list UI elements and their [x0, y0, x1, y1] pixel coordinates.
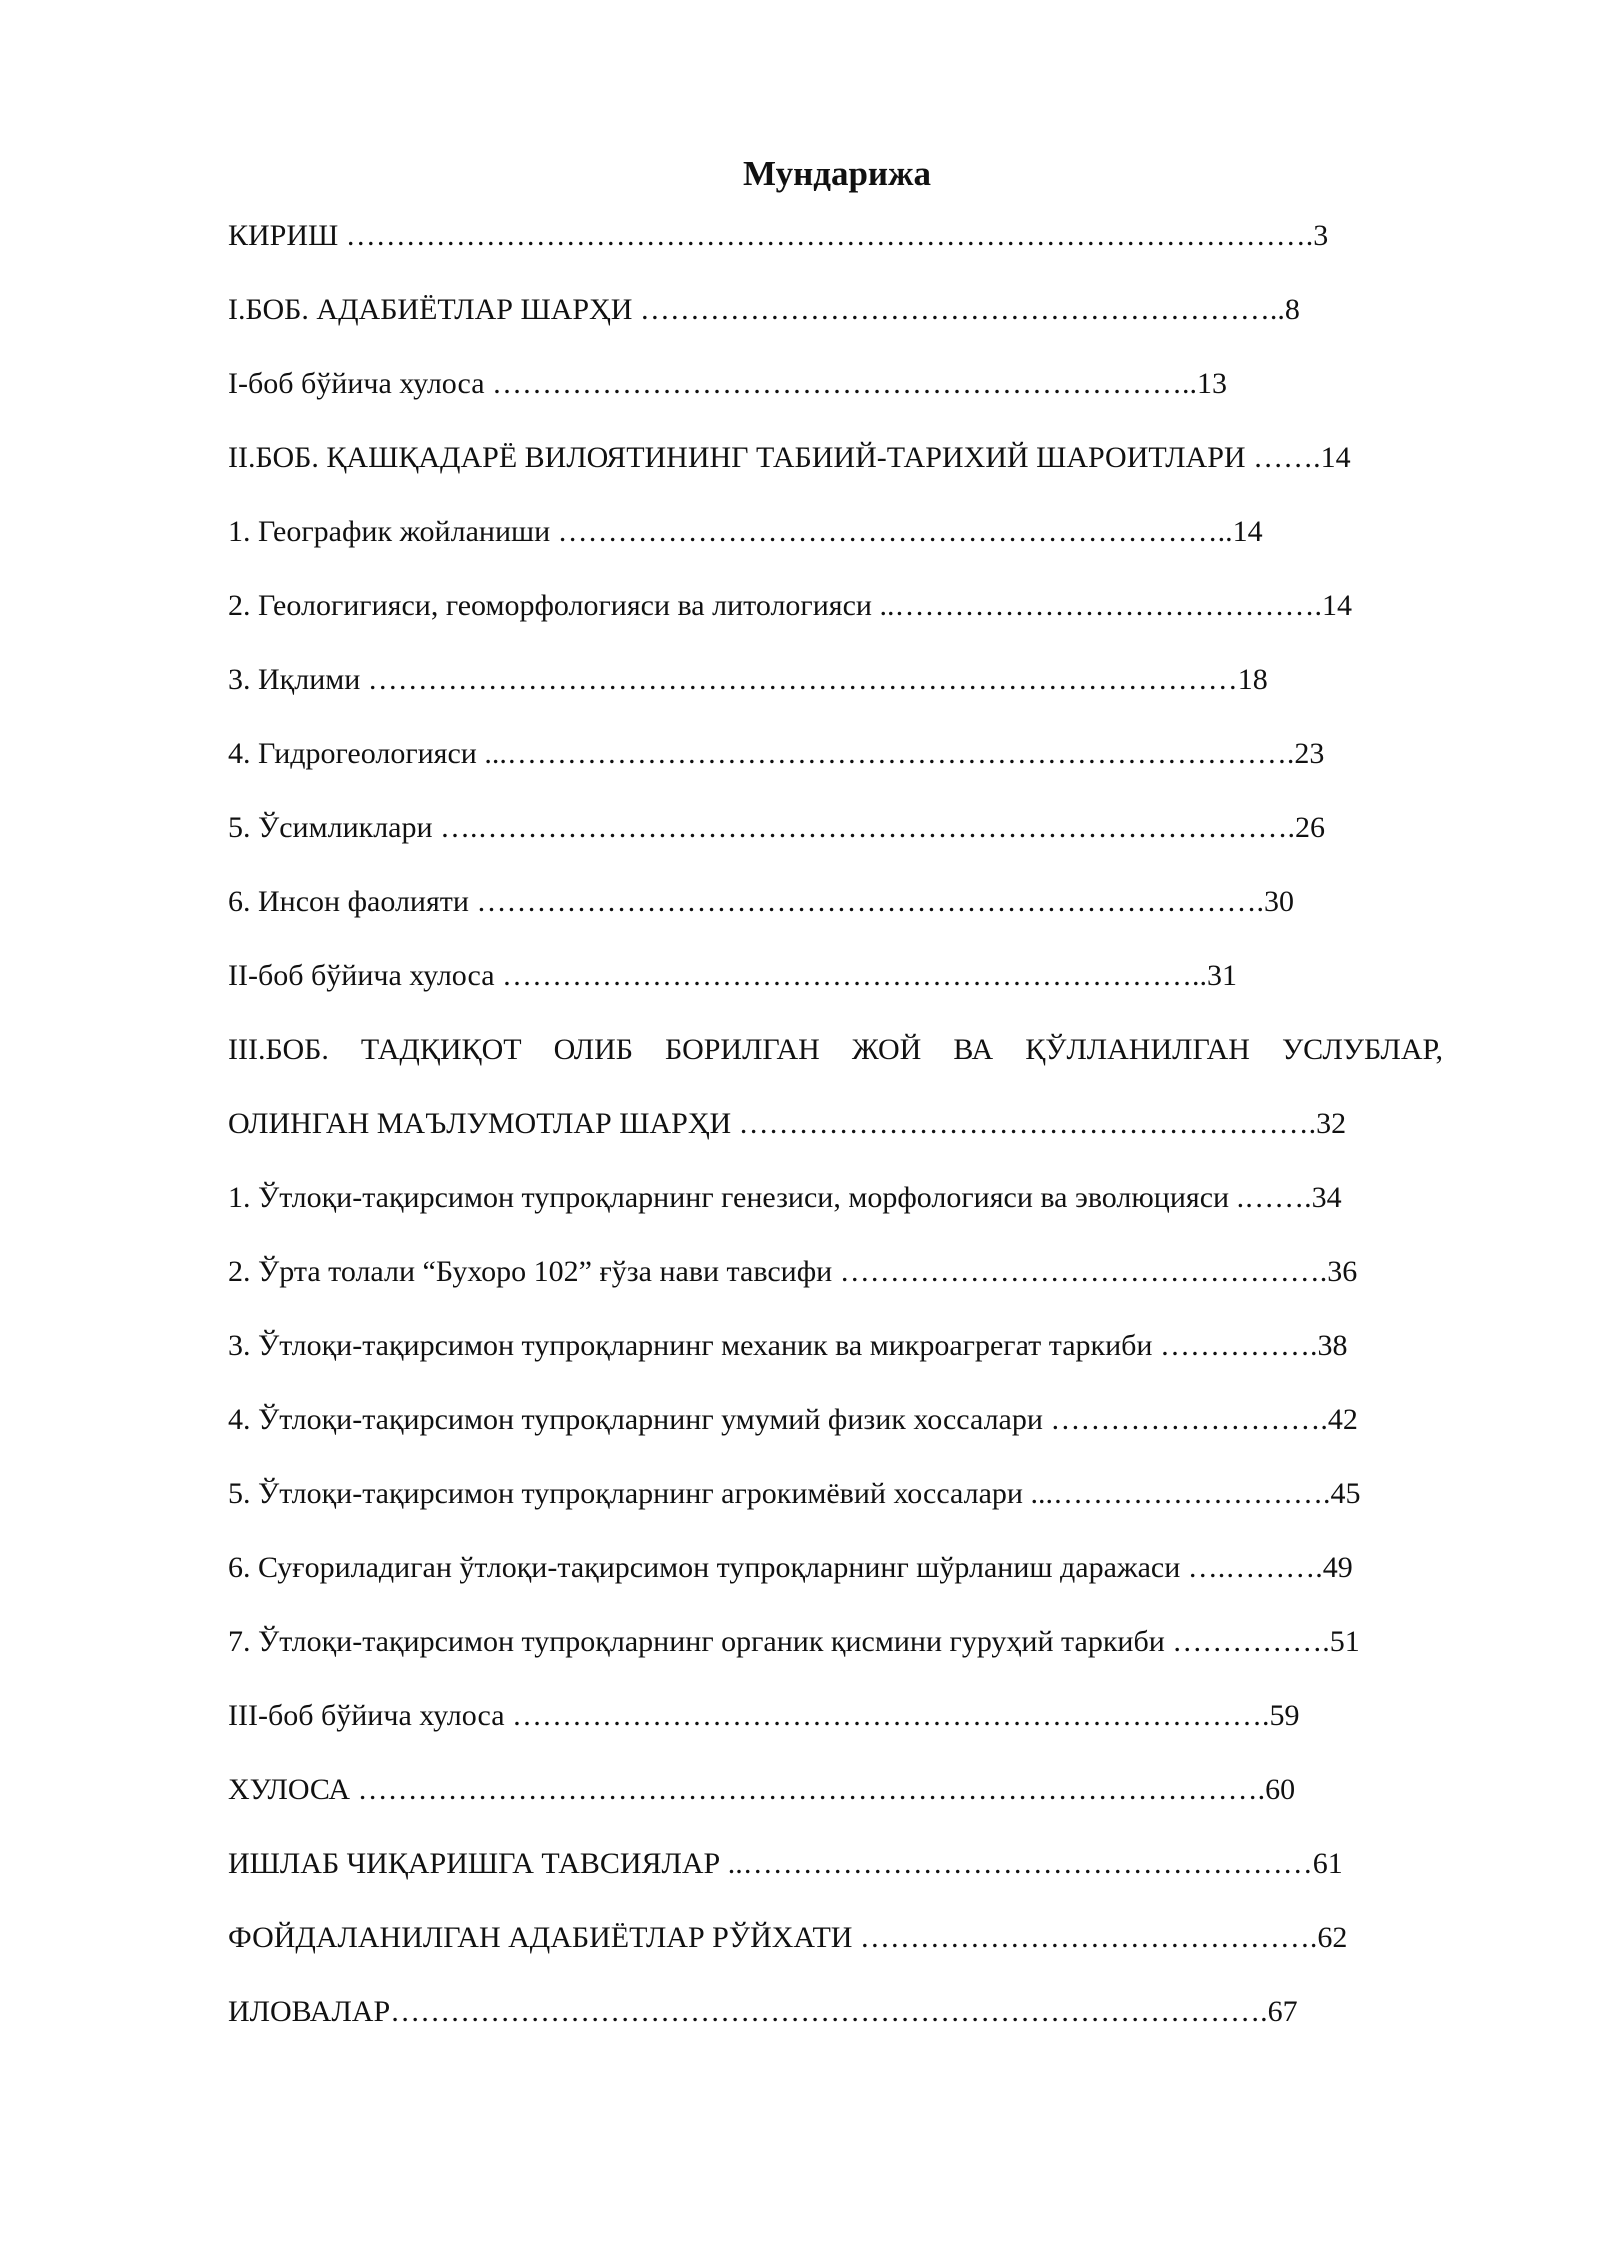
toc-entry-references: ФОЙДАЛАНИЛГАН АДАБИЁТЛАР РЎЙХАТИ ……………………………………….62 [228, 1921, 1348, 1954]
toc-entry-3-4: 4. Ўтлоқи-тақирсимон тупроқларнинг умумий физик хоссалари ……………………….42 [228, 1403, 1358, 1436]
toc-entry-3-7: 7. Ўтлоқи-тақирсимон тупроқларнинг органик қисмини гуруҳий таркиби …………….51 [228, 1625, 1360, 1658]
toc-entry-2-2: 2. Геологигияси, геоморфологияси ва литологияси ..…………………………………….14 [228, 589, 1352, 622]
toc-entry-recommendations: ИШЛАБ ЧИҚАРИШГА ТАВСИЯЛАР ..…………………………………………………61 [228, 1847, 1343, 1880]
toc-entry-chapter-3 [228, 1028, 1443, 1102]
toc-entry-chapter-3-continuation: ОЛИНГАН МАЪЛУМОТЛАР ШАРҲИ ………………………………………………….32 [228, 1107, 1347, 1140]
toc-word: УСЛУБЛАР, [1281, 1033, 1443, 1066]
toc-entry-chapter-1: I.БОБ. АДАБИЁТЛАР ШАРҲИ ………………………………………………………..8 [228, 293, 1300, 326]
toc-word: ВА [953, 1033, 994, 1066]
toc-entry-conclusion: ХУЛОСА ……………………………………………………………………………….60 [228, 1773, 1296, 1806]
toc-entry-2-5: 5. Ўсимликлари ….……………………………………………………………………….26 [228, 811, 1326, 844]
toc-word: ТАДҚИҚОТ [360, 1033, 522, 1066]
toc-entry-3-5: 5. Ўтлоқи-тақирсимон тупроқларнинг агрокимёвий хоссалари ...……………………….45 [228, 1477, 1361, 1510]
toc-entry-appendices: ИЛОВАЛАР…………………………………………………………………………….67 [228, 1995, 1298, 2028]
toc-entry-2-6: 6. Инсон фаолияти …………………………………………………………………….30 [228, 885, 1294, 918]
toc-word: ҚЎЛЛАНИЛГАН [1025, 1033, 1250, 1066]
page-title: Мундарижа [743, 154, 931, 193]
toc-entry-introduction: КИРИШ …………………………………………………………………………………….3 [228, 219, 1329, 252]
toc-entry-3-1: 1. Ўтлоқи-тақирсимон тупроқларнинг генезиси, морфологияси ва эволюцияси .…….34 [228, 1181, 1342, 1214]
toc-entry-chapter-2: II.БОБ. ҚАШҚАДАРЁ ВИЛОЯТИНИНГ ТАБИИЙ-ТАРИХИЙ ШАРОИТЛАРИ …….14 [228, 441, 1351, 474]
toc-entry-chapter-1-summary: I-боб бўйича хулоса ……………………………………………………………..13 [228, 367, 1228, 400]
toc-entry-chapter-3-summary: III-боб бўйича хулоса ………………………………………………………………….59 [228, 1699, 1300, 1732]
toc-word: III.БОБ. [228, 1033, 329, 1066]
toc-entry-3-6: 6. Суғориладиган ўтлоқи-тақирсимон тупроқларнинг шўрланиш даражаси ….……….49 [228, 1551, 1353, 1584]
toc-entry-2-1: 1. Географик жойланиши …………………………………………………………..14 [228, 515, 1263, 548]
toc-entry-2-4: 4. Гидрогеологияси ...…………………………………………………………………….23 [228, 737, 1325, 770]
toc-entry-chapter-2-summary: II-боб бўйича хулоса ……………………………………………………………..31 [228, 959, 1238, 992]
toc-word: БОРИЛГАН [665, 1033, 820, 1066]
toc-entry-2-3: 3. Иқлими ……………………………………………………………………………18 [228, 663, 1268, 696]
table-of-contents [228, 214, 1443, 2064]
toc-word: ЖОЙ [851, 1033, 922, 1066]
toc-entry-3-2: 2. Ўрта толали “Бухоро 102” ғўза нави тавсифи ………………………………………….36 [228, 1255, 1358, 1288]
toc-entry-3-3: 3. Ўтлоқи-тақирсимон тупроқларнинг механик ва микроагрегат таркиби …………….38 [228, 1329, 1348, 1362]
toc-word: ОЛИБ [553, 1033, 634, 1066]
